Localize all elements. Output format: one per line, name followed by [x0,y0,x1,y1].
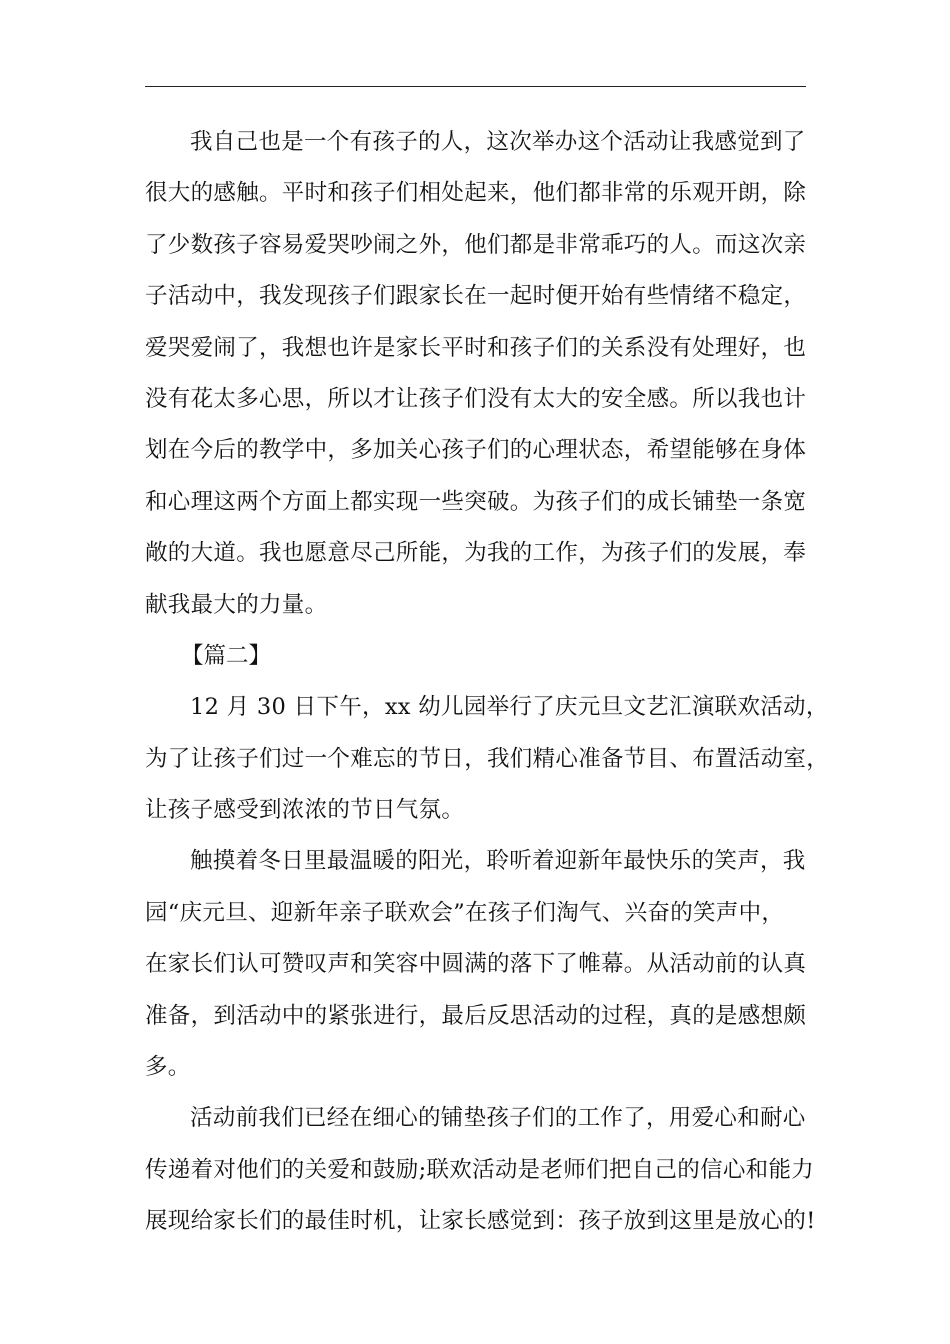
paragraph-2 [145,682,830,836]
text-line: 献我最大的力量。 [145,591,328,618]
text-line: 在家长们认可赞叹声和笑容中圆满的落下了帷幕。从活动前的认真 [145,951,807,978]
text-line: 划在今后的教学中，多加关心孩子们的心理状态，希望能够在身体 [145,437,807,464]
text-line: 爱哭爱闹了，我想也许是家长平时和孩子们的关系没有处理好，也 [145,334,807,361]
text-line: 和心理这两个方面上都实现一些突破。为孩子们的成长铺垫一条宽 [145,488,807,515]
paragraph-1 [145,117,806,631]
text-line: 传递着对他们的关爱和鼓励;联欢活动是老师们把自己的信心和能力 [145,1156,815,1183]
paragraph-3 [145,836,806,1093]
text-line: 敞的大道。我也愿意尽己所能，为我的工作，为孩子们的发展，奉 [145,540,807,567]
text-line: 展现给家长们的最佳时机，让家长感觉到：孩子放到这里是放心的! [145,1208,816,1235]
text-line: 触摸着冬日里最温暖的阳光，聆听着迎新年最快乐的笑声，我 [190,848,806,875]
text-line: 12 月 30 日下午，xx 幼儿园举行了庆元旦文艺汇演联欢活动， [190,694,829,721]
document-body [145,117,830,1248]
text-line: 了少数孩子容易爱哭吵闹之外，他们都是非常乖巧的人。而这次亲 [145,231,807,258]
header-rule [145,86,806,87]
text-line: 多。 [145,1054,191,1081]
section-title: 【篇二】 [181,642,272,669]
text-line: 子活动中，我发现孩子们跟家长在一起时便开始有些情绪不稳定， [145,283,807,310]
text-line: 活动前我们已经在细心的铺垫孩子们的工作了，用爱心和耐心 [190,1105,806,1132]
paragraph-4 [145,1093,816,1247]
text-line: 让孩子感受到浓浓的节日气氛。 [145,797,465,824]
text-line: 很大的感触。平时和孩子们相处起来，他们都非常的乐观开朗，除 [145,180,807,207]
text-line: 为了让孩子们过一个难忘的节日，我们精心准备节目、布置活动室， [145,745,830,772]
text-line: 园“庆元旦、迎新年亲子联欢会”在孩子们淘气、兴奋的笑声中， [145,899,785,926]
text-line: 我自己也是一个有孩子的人，这次举办这个活动让我感觉到了 [190,129,806,155]
text-line: 准备，到活动中的紧张进行，最后反思活动的过程，真的是感想颇 [145,1002,807,1029]
text-line: 没有花太多心思，所以才让孩子们没有太大的安全感。所以我也计 [145,385,807,412]
